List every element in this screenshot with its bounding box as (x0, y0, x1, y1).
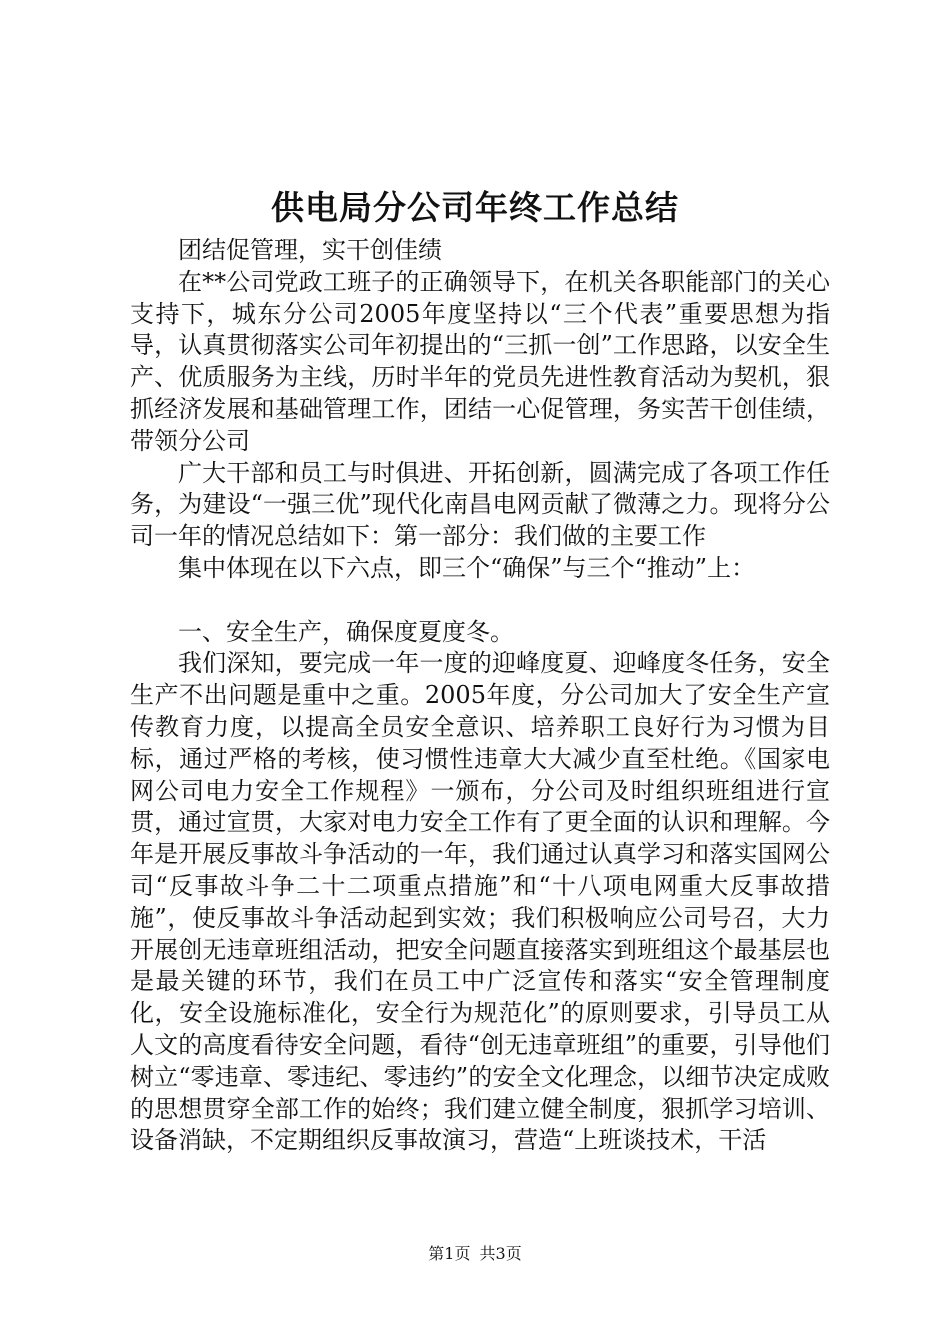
document-title: 供电局分公司年终工作总结 (271, 188, 679, 227)
section-heading-safety: 一、安全生产，确保度夏度冬。 (178, 617, 514, 646)
document-body (130, 235, 830, 1157)
paragraph-intro: 在**公司党政工班子的正确领导下，在机关各职能部门的关心支持下，城东分公司2005年度坚持以“三个代表”重要思想为指导，认真贯彻落实公司年初提出的“三抓一创”工作思路，以安全生产、优质服务为主线，历时半年的党员先进性教育活动为契机，狠抓经济发展和基础管理工作，团结一心促管理，务实苦干创佳绩，带领分公司 (130, 267, 830, 455)
page-number-footer: 第1页 共3页 (428, 1244, 522, 1263)
paragraph-intro-continued: 广大干部和员工与时俱进、开拓创新，圆满完成了各项工作任务，为建设“一强三优”现代化南昌电网贡献了微薄之力。现将分公司一年的情况总结如下：第一部分：我们做的主要工作 (130, 458, 830, 551)
paragraph-summary-points: 集中体现在以下六点，即三个“确保”与三个“推动”上： (178, 553, 756, 582)
paragraph-subtitle: 团结促管理，实干创佳绩 (178, 236, 442, 264)
paragraph-safety: 我们深知，要完成一年一度的迎峰度夏、迎峰度冬任务，安全生产不出问题是重中之重。2005年度，分公司加大了安全生产宣传教育力度，以提高全员安全意识、培养职工良好行为习惯为目标，通过严格的考核，使习惯性违章大大减少直至杜绝。《国家电网公司电力安全工作规程》一颁布，分公司及时组织班组进行宣贯，通过宣贯，大家对电力安全工作有了更全面的认识和理解。今年是开展反事故斗争活动的一年，我们通过认真学习和落实国网公司“反事故斗争二十二项重点措施”和“十八项电网重大反事故措施”，使反事故斗争活动起到实效；我们积极响应公司号召，大力开展创无违章班组活动，把安全问题直接落实到班组这个最基层也是最关键的环节，我们在员工中广泛宣传和落实“安全管理制度化，安全设施标准化，安全行为规范化”的原则要求，引导员工从人文的高度看待安全问题，看待“创无违章班组”的重要，引导他们树立“零违章、零违纪、零违约”的安全文化理念，以细节决定成败的思想贯穿全部工作的始终；我们建立健全制度，狠抓学习培训、设备消缺，不定期组织反事故演习，营造“上班谈技术，干活 (130, 649, 830, 1155)
